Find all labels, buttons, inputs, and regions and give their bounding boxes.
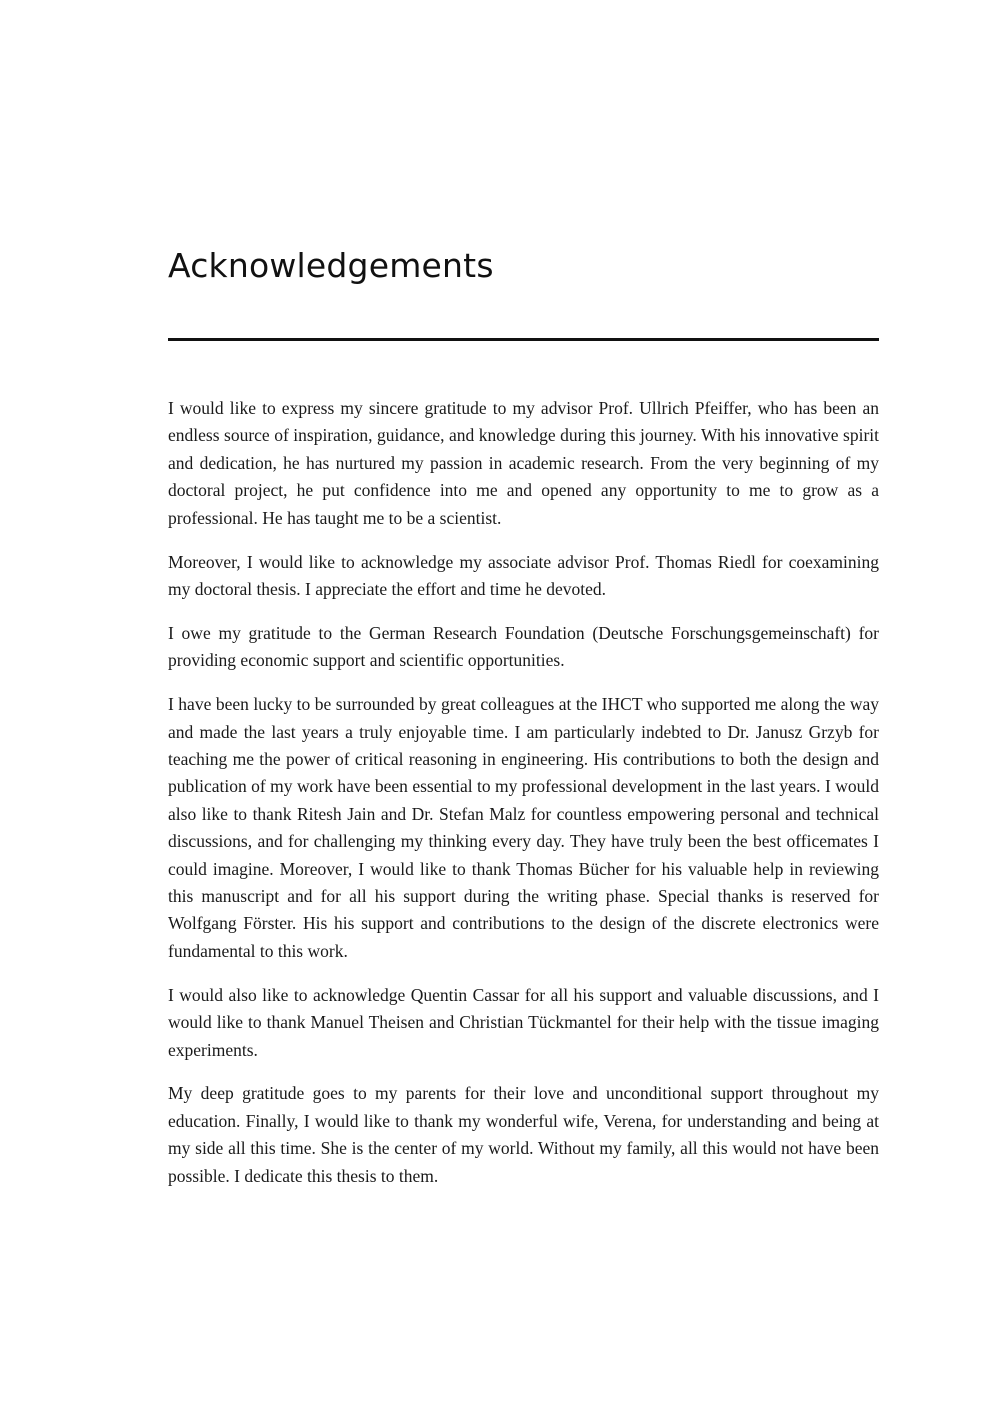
acknowledgements-body <box>168 395 879 1207</box>
paragraph-colleagues: I have been lucky to be surrounded by great colleagues at the IHCT who supported me along the way and made the last years a truly enjoyable time. I am particularly indebted to Dr. Janusz Grzyb for teaching me the power of critical reasoning in engineering. His contributions to both the design and publication of my work have been essential to my professional development in the last years. I would also like to thank Ritesh Jain and Dr. Stefan Malz for countless empowering personal and technical discussions, and for challenging my thinking every day. They have truly been the best officemates I could imagine. Moreover, I would like to thank Thomas Bücher for his valuable help in reviewing this manuscript and for all his support during the writing phase. Special thanks is reserved for Wolfgang Förster. His his support and contributions to the design of the discrete electronics were fundamental to this work. <box>168 694 879 961</box>
chapter-title: Acknowledgements <box>168 246 494 285</box>
paragraph-funding: I owe my gratitude to the German Research Foundation (Deutsche Forschungsgemeinschaft) for providing economic support and scientific opportunities. <box>168 622 879 671</box>
title-divider <box>168 338 879 341</box>
paragraph-collaborators: I would also like to acknowledge Quentin Cassar for all his support and valuable discussions, and I would like to thank Manuel Theisen and Christian Tückmantel for their help with the tissue imaging experiments. <box>168 984 879 1060</box>
paragraph-family: My deep gratitude goes to my parents for their love and unconditional support throughout my education. Finally, I would like to thank my wonderful wife, Verena, for understanding and being at my side all this time. She is the center of my world. Without my family, all this would not have been possible. I dedicate this thesis to them. <box>168 1083 879 1186</box>
paragraph-advisor: I would like to express my sincere gratitude to my advisor Prof. Ullrich Pfeiffer, who has been an endless source of inspiration, guidance, and knowledge during this journey. With his innovative spirit and dedication, he has nurtured my passion in academic research. From the very beginning of my doctoral project, he put confidence into me and opened any opportunity to me to grow as a professional. He has taught me to be a scientist. <box>168 398 879 528</box>
paragraph-associate-advisor: Moreover, I would like to acknowledge my associate advisor Prof. Thomas Riedl for coexamining my doctoral thesis. I appreciate the effort and time he devoted. <box>168 551 879 599</box>
